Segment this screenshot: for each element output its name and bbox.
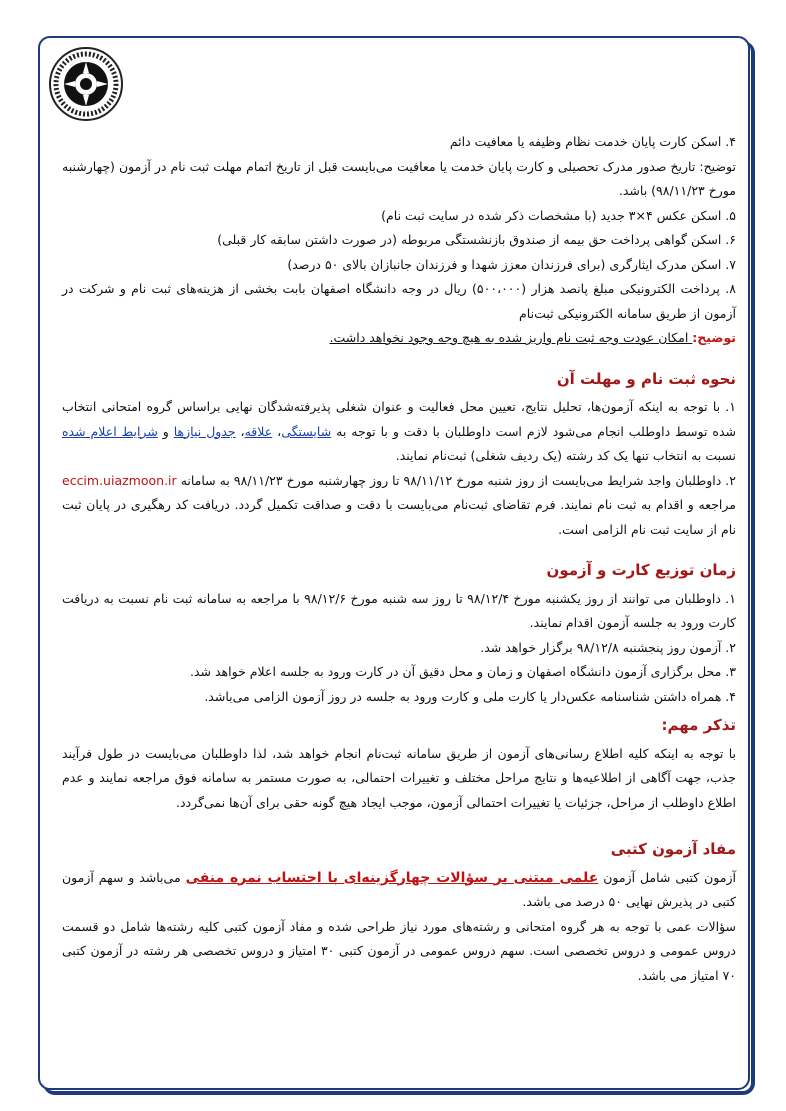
chamber-logo-icon bbox=[48, 46, 124, 122]
list-item: ۳. محل برگزاری آزمون دانشگاه اصفهان و زمان و محل دقیق آن در کارت ورود به جلسه اعلام خواهد شد. bbox=[190, 664, 736, 679]
list-item: ۵. اسکن عکس ۴×۳ جدید (با مشخصات ذکر شده در سایت ثبت نام) bbox=[381, 207, 736, 223]
registration-site-link[interactable]: eccim.uiazmoon.ir bbox=[62, 472, 177, 488]
list-item: ۲. آزمون روز پنجشنبه ۹۸/۱۲/۸ برگزار خواهد شد. bbox=[480, 639, 736, 655]
paragraph-text: نسبت به انتخاب تنها یک کد رشته (یک ردیف شغلی) ثبت‌نام نمایند. bbox=[395, 448, 736, 463]
separator: ، bbox=[272, 423, 282, 439]
register-paragraph-1 bbox=[62, 395, 736, 469]
list-item: ۸. پرداخت الکترونیکی مبلغ پانصد هزار (۵۰۰،۰۰۰) ریال در وجه دانشگاه اصفهان بابت بخشی از هزینه‌های ثبت نام و شرکت در آزمون از طریق سامانه الکترونیکی ثبت‌نام bbox=[62, 281, 737, 321]
list-item: توضیح: تاریخ صدور مدرک تحصیلی و کارت پایان خدمت یا معافیت می‌بایست قبل از تاریخ اتمام مهلت ثبت نام در آزمون (چهارشنبه مورخ ۹۸/۱۱/۲۳) باشد. bbox=[62, 158, 736, 198]
separator: و bbox=[157, 423, 174, 439]
link-needs-table[interactable]: جدول نیازها bbox=[173, 423, 236, 439]
notice-paragraph: با توجه به اینکه کلیه اطلاع رسانی‌های آزمون از طریق سامانه ثبت‌نام انجام خواهد شد، لذا داوطلبان می‌بایست در طول فرآیند جذب، جهت آگاهی از اطلاعیه‌ها و نتایج مراحل مختلف و تغییرات احتمالی، به صورت مستمر به سامانه فوق مراجعه نمایند و عدم اطلاع داوطلب از مراحل، جزئیات یا تغییرات احتمالی آزمون، موجب ایجاد هیچ گونه حقی برای آن‌ها نمی‌گردد. bbox=[62, 745, 736, 810]
list-item: ۶. اسکن گواهی پرداخت حق بیمه از صندوق بازنشستگی مربوطه (در صورت داشتن سابقه کار قبلی) bbox=[217, 232, 736, 247]
refund-note bbox=[62, 326, 736, 351]
exam-paragraph-1 bbox=[62, 866, 736, 915]
exam-paragraph-2: سؤالات عمی با توجه به هر گروه امتحانی و رشته‌های مورد نیاز طراحی شده و مفاد آزمون کتبی کلیه رشته‌ها شامل دو قسمت دروس عمومی و دروس تخصصی است. سهم دروس عمومی در آزمون کتبی ۳۰ امتیاز و دروس تخصصی هر رشته در آزمون کتبی ۷۰ امتیاز می باشد. bbox=[62, 918, 736, 983]
section-title-card: زمان توزیع کارت و آزمون bbox=[546, 561, 736, 579]
paragraph-text: ۲. داوطلبان واجد شرایط می‌بایست از روز شنبه مورخ ۹۸/۱۱/۱۲ تا روز چهارشنبه مورخ ۹۸/۱۱/۲۳ به سامانه bbox=[176, 472, 737, 488]
link-competence[interactable]: شایستگی bbox=[281, 423, 332, 439]
register-paragraph-2 bbox=[62, 469, 736, 543]
refund-note-text: امکان عودت وجه ثبت نام واریز شده به هیچ وجه وجود نخواهد داشت. bbox=[329, 330, 693, 345]
link-conditions[interactable]: شرایط اعلام شده bbox=[62, 423, 158, 439]
exam-highlight: علمی مبتنی بر سؤالات چهارگزینه‌ای با احتساب نمره منفی bbox=[185, 869, 599, 886]
link-interest[interactable]: علاقه bbox=[244, 423, 273, 439]
list-item: ۴. اسکن کارت پایان خدمت نظام وظیفه یا معافیت دائم bbox=[449, 134, 736, 149]
paragraph-text: آزمون کتبی شامل آزمون bbox=[598, 869, 737, 885]
list-item: ۱. داوطلبان می توانند از روز یکشنبه مورخ ۹۸/۱۲/۴ تا روز سه شنبه مورخ ۹۸/۱۲/۶ با مراجعه به سامانه ثبت نام نسبت به دریافت کارت ورود به جلسه آزمون اقدام نمایند. bbox=[62, 590, 736, 630]
list-item: ۷. اسکن مدرک ایثارگری (برای فرزندان معزز شهدا و فرزندان جانبازان بالای ۵۰ درصد) bbox=[287, 256, 736, 272]
section-title-register: نحوه ثبت نام و مهلت آن bbox=[556, 369, 736, 388]
refund-note-label: توضیح: bbox=[692, 330, 736, 345]
paragraph-text: می‌باشد و سهم آزمون کتبی در پذیرش نهایی ۵۰ درصد می باشد. bbox=[62, 869, 736, 909]
section-title-notice: تذکر مهم: bbox=[661, 716, 736, 734]
document-body bbox=[62, 130, 736, 988]
paragraph-text: ۱. با توجه به اینکه آزمون‌ها، تحلیل نتایج، تعیین محل فعالیت و عنوان شغلی پذیرفته‌شدگان نهایی براساس گروه امتحانی انتخاب شده توسط داوطلب انجام می‌شود لازم است داوطلبان با دقت و با توجه به bbox=[62, 399, 736, 439]
section-title-exam: مفاد آزمون کتبی bbox=[610, 840, 736, 858]
separator: ، bbox=[235, 423, 245, 439]
paragraph-text: مراجعه و اقدام به ثبت نام نمایند. فرم تقاضای ثبت‌نام می‌بایست با دقت و صداقت تکمیل گردد. دریافت کد رهگیری در پایان ثبت نام از سایت ثبت نام الزامی است. bbox=[62, 497, 736, 537]
list-item: ۴. همراه داشتن شناسنامه عکس‌دار یا کارت ملی و کارت ورود به جلسه در روز آزمون الزامی می‌باشد. bbox=[204, 688, 736, 704]
